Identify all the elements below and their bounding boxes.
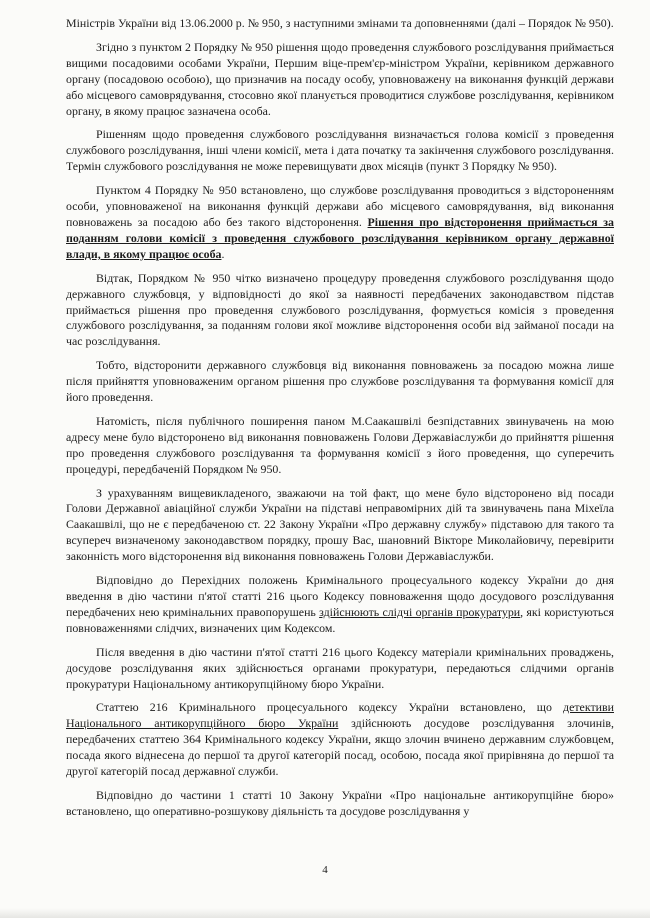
paragraph-text: Міністрів України від 13.06.2000 р. № 950, з наступними змінами та доповненнями (далі – Порядок № 950). — [66, 16, 614, 30]
paragraph — [66, 127, 614, 175]
paragraph — [66, 414, 614, 478]
paragraph-text: Статтею 216 Кримінального процесуального кодексу України встановлено, що — [96, 700, 564, 715]
paragraph — [66, 788, 614, 820]
paragraph-text: здійснюють досудове розслідування злочинів, передбачених статтею 364 Кримінального кодексу України, якщо злочин вчинено державним службовцем, посада якого віднесена до першої та другої категорій посад, особою, посада якої прирівняна до першої та другої категорій посад державної служби. — [66, 716, 614, 779]
paragraph-text: Рішенням щодо проведення службового розслідування визначається голова комісії з проведення службового розслідування, інші члени комісії, мета і дата початку та закінчення службового розслідування. Термін службового розслідування не може перевищувати двох місяців (пункт 3 Порядку № 950). — [66, 127, 614, 174]
paragraph-text: Пунктом 4 Порядку № 950 встановлено, що службове розслідування проводиться з відстороненням особи, уповноваженої на виконання функцій держави або місцевого самоврядування, від виконання повноважень за посадою або без такого відсторонення. — [66, 183, 614, 229]
paragraph-text: Тобто, відсторонити державного службовця від виконання повноважень за посадою можна лише після прийняття уповноваженим органом рішення про службове розслідування та формування комісії для його проведення. — [66, 358, 614, 405]
emphasized-text: здійснюють слідчі органів прокуратури — [319, 604, 521, 619]
emphasized-text: детективи Національного антикорупційного бюро України — [66, 700, 614, 731]
page-bottom-edge — [0, 908, 650, 918]
paragraph — [66, 40, 614, 120]
page-number: 4 — [322, 864, 328, 876]
paragraph-text: . — [221, 246, 225, 261]
paragraph-text: З урахуванням вищевикладеного, зважаючи на той факт, що мене було відсторонено від посади Голови Державної авіаційної служби України на підставі неправомірних дій та звинувачень пана Міхеїла Саакашвілі, що не є передбаченою ст. 22 Закону України «Про державну службу» підставою для такого та всупереч визначеному законодавством порядку, прошу Вас, шановний Вікторе Миколайовичу, перевірити законність мого відсторонення від виконання повноважень Голови Державіаслужби. — [66, 485, 614, 564]
paragraph — [66, 271, 614, 351]
paragraph-text: , які користуються повноваженнями слідчих, визначених цим Кодексом. — [66, 604, 614, 635]
paragraph-text: Відтак, Порядком № 950 чітко визначено процедуру проведення службового розслідування щодо державного службовця, у відповідності до якої за наявності передбачених законодавством підстав приймається рішення про проведення службового розслідування, формується комісія з проведення службового розслідування, за поданням голови якої можливе відсторонення особи від займаної посади на час розслідування. — [66, 270, 614, 349]
emphasized-text: Рішення про відсторонення приймається за поданням голови комісії з проведення службового розслідування керівником органу державної влади, в якому працює особа — [66, 214, 614, 261]
paragraph — [66, 700, 614, 780]
paragraph — [66, 16, 614, 32]
paragraph — [66, 183, 614, 263]
paragraph-text: Після введення в дію частини п'ятої статті 216 цього Кодексу матеріали кримінальних проваджень, досудове розслідування яких здійснюється органами прокуратури, передаються слідчими органів прокуратури Національному антикорупційному бюро України. — [66, 644, 614, 691]
paragraph — [66, 573, 614, 637]
paragraph — [66, 645, 614, 693]
paragraph — [66, 486, 614, 566]
paragraph-text: Відповідно до частини 1 статті 10 Закону України «Про національне антикорупційне бюро» встановлено, що оперативно-розшукову діяльність та досудове розслідування у — [66, 787, 614, 818]
paragraph-text: Згідно з пунктом 2 Порядку № 950 рішення щодо проведення службового розслідування приймається вищими посадовими особами України, Першим віце-прем'єр-міністром України, керівником державного органу (посадовою особою), що призначив на посаду особу, уповноважену на виконання функцій держави або місцевого самоврядування, стосовно якої планується проводитися службове розслідування, керівником органу, в якому працює зазначена особа. — [66, 39, 614, 118]
paragraph — [66, 358, 614, 406]
paragraph-text: Відповідно до Перехідних положень Кримінального процесуального кодексу України до дня введення в дію частини п'ятої статті 216 цього Кодексу повноваження щодо досудового розслідування передбачених нею кримінальних правопорушень — [66, 573, 614, 619]
paragraph-text: Натомість, після публічного поширення паном М.Саакашвілі безпідставних звинувачень на мою адресу мене було відсторонено від виконання повноважень Голови Державіаслужби до прийняття рішення про проведення службового розслідування та формування комісії з його проведення, що суперечить процедурі, передбаченій Порядком № 950. — [66, 413, 614, 476]
